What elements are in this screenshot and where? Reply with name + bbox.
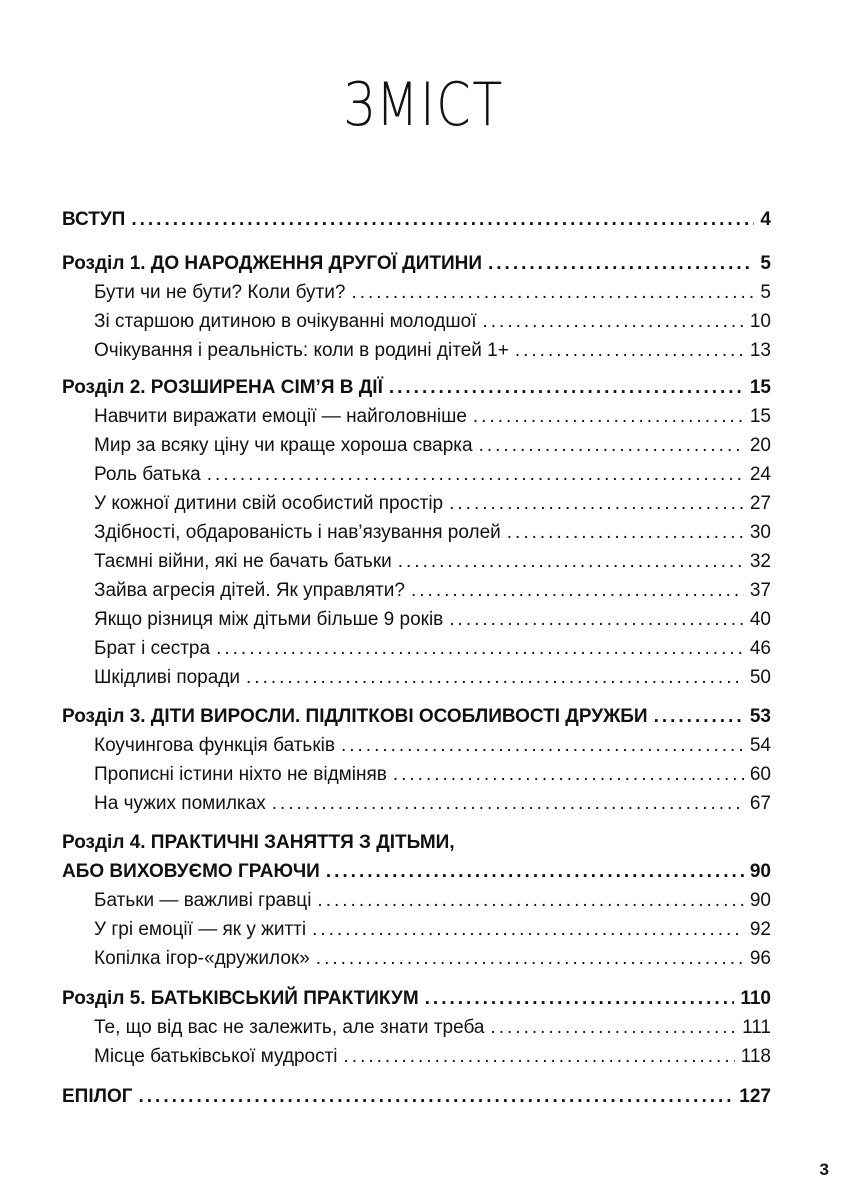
toc-entry-page: 60 — [749, 764, 771, 785]
toc-section[interactable] — [94, 635, 771, 663]
toc-entry-title: Навчити виражати емоції — найголовніше — [94, 406, 467, 427]
toc-entry-title: ЕПІЛОГ — [62, 1086, 133, 1107]
toc-entry-title: Якщо різниця між дітьми більше 9 років — [94, 609, 444, 630]
toc-entry-page: 5 — [760, 253, 771, 274]
leader-dots — [488, 250, 754, 278]
toc-section[interactable] — [94, 279, 771, 307]
toc-entry-page: 15 — [749, 377, 771, 398]
toc-entry-title: Розділ 5. БАТЬКІВСЬКИЙ ПРАКТИКУМ — [62, 988, 419, 1009]
leader-dots — [473, 403, 744, 431]
toc-entry-page: 53 — [749, 706, 771, 727]
toc-entry-page: 20 — [749, 435, 771, 456]
toc-entry-page: 110 — [740, 988, 771, 1009]
leader-dots — [490, 1014, 736, 1042]
toc-entry-title: АБО ВИХОВУЄМО ГРАЮЧИ — [62, 861, 320, 882]
toc-entry-page: 4 — [760, 209, 771, 230]
leader-dots — [398, 548, 744, 576]
toc-section[interactable] — [94, 403, 771, 431]
toc-entry-page: 111 — [742, 1017, 771, 1038]
leader-dots — [425, 985, 735, 1013]
leader-dots — [131, 206, 754, 234]
leader-dots — [389, 374, 744, 402]
toc-entry-title: Таємні війни, які не бачать батьки — [94, 551, 392, 572]
leader-dots — [507, 519, 744, 547]
toc-entry-page: 32 — [749, 551, 771, 572]
toc-chapter-4[interactable] — [62, 829, 771, 857]
toc-entry-page: 92 — [749, 919, 771, 940]
toc-section[interactable] — [94, 945, 771, 973]
leader-dots — [344, 1043, 735, 1071]
toc-section[interactable] — [94, 606, 771, 634]
toc-entry-page: 67 — [749, 793, 771, 814]
leader-dots — [515, 337, 744, 365]
leader-dots — [317, 887, 743, 915]
leader-dots — [411, 577, 744, 605]
toc-entry-page: 24 — [749, 464, 771, 485]
toc-section[interactable] — [94, 790, 771, 818]
toc-entry-page: 13 — [749, 340, 771, 361]
toc-entry-page: 46 — [749, 638, 771, 659]
toc-section[interactable] — [94, 337, 771, 365]
toc-section[interactable] — [94, 1014, 771, 1042]
toc-section[interactable] — [94, 548, 771, 576]
leader-dots — [479, 432, 744, 460]
leader-dots — [393, 761, 744, 789]
toc-section[interactable] — [94, 308, 771, 336]
toc-entry-title: У кожної дитини свій особистий простір — [94, 493, 444, 514]
toc-entry-page: 27 — [749, 493, 771, 514]
toc-entry-title: Місце батьківської мудрості — [94, 1046, 338, 1067]
page-title: ЗМІСТ — [343, 70, 504, 140]
toc-entry-title: Розділ 1. ДО НАРОДЖЕННЯ ДРУГОЇ ДИТИНИ — [62, 253, 482, 274]
toc-entry-page: 54 — [749, 735, 771, 756]
toc-entry-title: Роль батька — [94, 464, 201, 485]
toc-entry-title: Зайва агресія дітей. Як управляти? — [94, 580, 405, 601]
toc-section[interactable] — [94, 461, 771, 489]
toc-entry-title: Розділ 4. ПРАКТИЧНІ ЗАНЯТТЯ З ДІТЬМИ, — [62, 832, 455, 853]
toc-entry-page: 15 — [749, 406, 771, 427]
leader-dots — [216, 635, 744, 663]
toc-entry-title: Розділ 2. РОЗШИРЕНА СІМ’Я В ДІЇ — [62, 377, 383, 398]
toc-entry-title: ВСТУП — [62, 209, 126, 230]
toc-entry-title: Бути чи не бути? Коли бути? — [94, 282, 346, 303]
toc-entry-title: Зі старшою дитиною в очікуванні молодшої — [94, 311, 477, 332]
toc-section[interactable] — [94, 761, 771, 789]
toc-section[interactable] — [94, 916, 771, 944]
toc-section[interactable] — [94, 1043, 771, 1071]
toc-entry-page: 40 — [749, 609, 771, 630]
toc-entry-title: У грі емоції — як у житті — [94, 919, 307, 940]
leader-dots — [449, 490, 744, 518]
toc-entry-page: 127 — [739, 1086, 771, 1107]
toc-entry-page: 118 — [740, 1046, 771, 1067]
leader-dots — [341, 732, 744, 760]
toc-entry-title: Здібності, обдарованість і нав’язування ролей — [94, 522, 501, 543]
leader-dots — [272, 790, 744, 818]
leader-dots — [246, 664, 744, 692]
toc-section[interactable] — [94, 664, 771, 692]
toc-section[interactable] — [94, 432, 771, 460]
toc-entry-intro[interactable] — [62, 206, 771, 234]
toc-chapter-5[interactable] — [62, 985, 771, 1013]
toc-entry-title: Розділ 3. ДІТИ ВИРОСЛИ. ПІДЛІТКОВІ ОСОБЛИВОСТІ ДРУЖБИ — [62, 706, 648, 727]
leader-dots — [449, 606, 744, 634]
toc-section[interactable] — [94, 577, 771, 605]
toc-entry-page: 37 — [749, 580, 771, 601]
toc-section[interactable] — [94, 519, 771, 547]
page-number: 3 — [819, 1160, 829, 1179]
toc-entry-page: 5 — [760, 282, 771, 303]
toc-entry-title: Те, що від вас не залежить, але знати треба — [94, 1017, 485, 1038]
leader-dots — [654, 703, 744, 731]
toc-entry-title: Шкідливі поради — [94, 667, 241, 688]
toc-entry-page: 90 — [749, 861, 771, 882]
toc-chapter-2[interactable] — [62, 374, 771, 402]
toc-entry-title: Прописні істини ніхто не відміняв — [94, 764, 387, 785]
toc-entry-title: На чужих помилках — [94, 793, 266, 814]
toc-section[interactable] — [94, 732, 771, 760]
toc-entry-title: Батьки — важливі гравці — [94, 890, 312, 911]
toc-entry-title: Мир за всяку ціну чи краще хороша сварка — [94, 435, 473, 456]
toc-entry-title: Брат і сестра — [94, 638, 211, 659]
leader-dots — [351, 279, 754, 307]
toc-chapter-1[interactable] — [62, 250, 771, 278]
leader-dots — [326, 858, 744, 886]
toc-entry-page: 50 — [749, 667, 771, 688]
toc-section[interactable] — [94, 887, 771, 915]
toc-entry-page: 90 — [749, 890, 771, 911]
toc-section[interactable] — [94, 490, 771, 518]
leader-dots — [139, 1083, 734, 1111]
toc-entry-title: Копілка ігор-«дружилок» — [94, 948, 310, 969]
leader-dots — [312, 916, 744, 944]
toc-entry-page: 10 — [749, 311, 771, 332]
toc-entry-page: 30 — [749, 522, 771, 543]
toc-entry-title: Очікування і реальність: коли в родині дітей 1+ — [94, 340, 509, 361]
toc-chapter-3[interactable] — [62, 703, 771, 731]
toc-chapter-4-cont[interactable] — [62, 858, 771, 886]
leader-dots — [316, 945, 744, 973]
leader-dots — [482, 308, 743, 336]
toc-entry-page: 96 — [749, 948, 771, 969]
leader-dots — [207, 461, 744, 489]
toc-entry-epilogue[interactable] — [62, 1083, 771, 1111]
toc-entry-title: Коучингова функція батьків — [94, 735, 335, 756]
